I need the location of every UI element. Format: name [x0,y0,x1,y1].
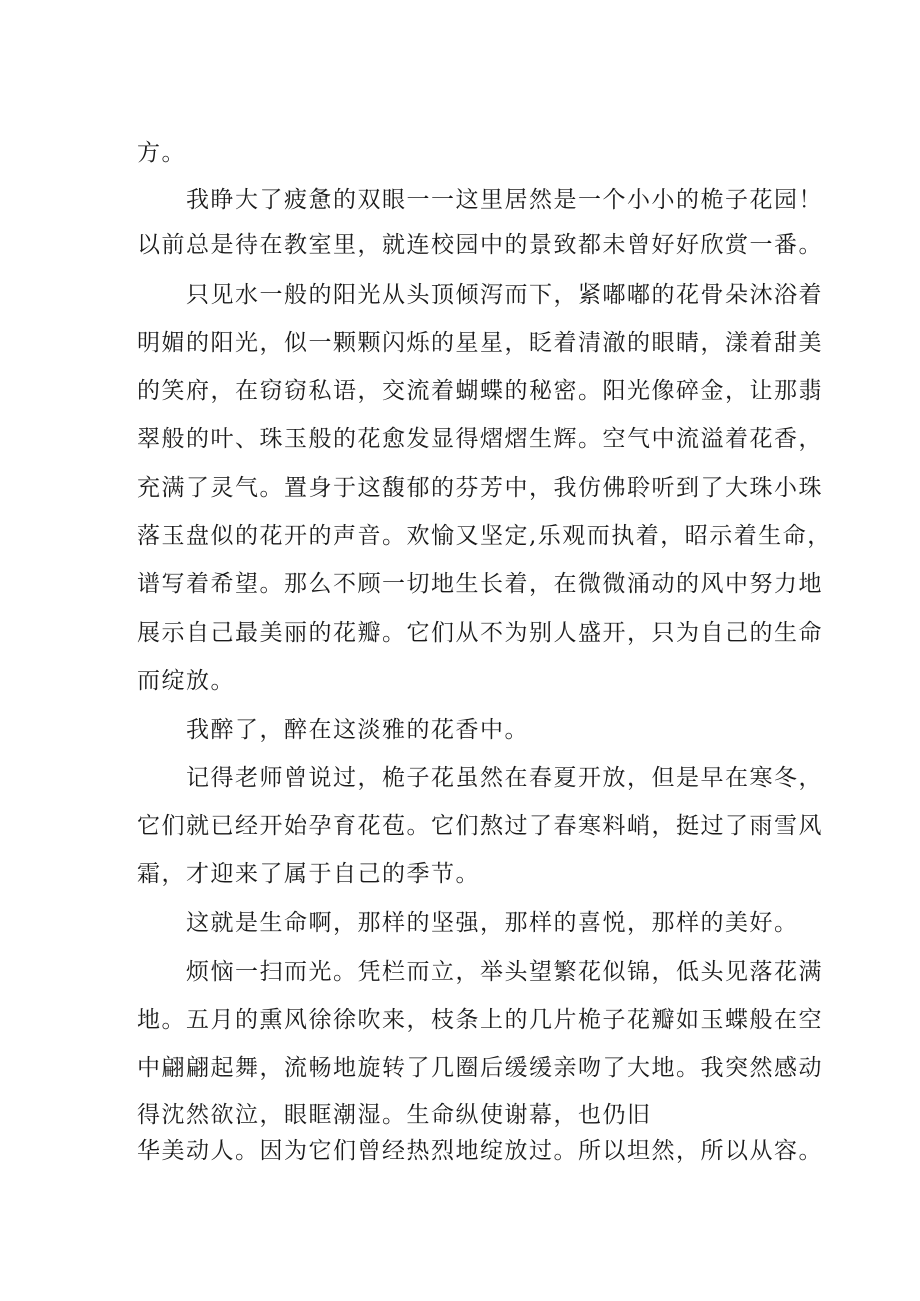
text-line: 得沈然欲泣，眼眶潮湿。生命纵使谢幕，也仍旧 [137,1102,652,1128]
text-line: 充满了灵气。置身于这馥郁的芬芳中，我仿佛聆听到了大珠小珠 [137,475,823,501]
text-line: 只见水一般的阳光从头顶倾泻而下，紧嘟嘟的花骨朵沐浴着 [186,282,823,308]
text-line: 谱写着希望。那么不顾一切地生长着，在微微涌动的风中努力地 [137,571,823,597]
text-line: 我醉了，醉在这淡雅的花香中。 [186,717,529,743]
text-line: 我睁大了疲惫的双眼一一这里居然是一个小小的桅子花园！ [186,187,823,213]
text-line: 华美动人。因为它们曾经热烈地绽放过。所以坦然，所以从容。 [137,1138,823,1164]
text-line: 方。 [137,140,186,166]
text-line: 这就是生命啊，那样的坚强，那样的喜悦，那样的美好。 [186,910,799,936]
text-line: 翠般的叶、珠玉般的花愈发显得熠熠生辉。空气中流溢着花香， [137,426,823,452]
text-line: 落玉盘似的花开的声音。欢愉又坚定,乐观而执着，昭示着生命， [137,523,832,549]
text-line: 以前总是待在教室里，就连校园中的景致都未曾好好欣赏一番。 [137,232,823,258]
text-line: 展示自己最美丽的花瓣。它们从不为别人盛开，只为自己的生命 [137,620,823,646]
text-line: 的笑府，在窃窃私语，交流着蝴蝶的秘密。阳光像碎金，让那翡 [137,378,823,404]
text-line: 中翩翩起舞，流畅地旋转了几圈后缓缓亲吻了大地。我突然感动 [137,1055,823,1081]
text-line: 地。五月的熏风徐徐吹来，枝条上的几片桅子花瓣如玉蝶般在空 [137,1007,823,1033]
text-line: 记得老师曾说过，桅子花虽然在春夏开放，但是早在寒冬， [186,765,823,791]
text-line: 它们就已经开始孕育花苞。它们熬过了春寒料峭，挺过了雨雪风 [137,813,823,839]
text-line: 霜，才迎来了属于自己的季节。 [137,861,480,887]
text-line: 烦恼一扫而光。凭栏而立，举头望繁花似锦，低头见落花满 [186,959,823,985]
text-line: 明媚的阳光，似一颗颗闪烁的星星，眨着清澈的眼睛，漾着甜美 [137,330,823,356]
text-line: 而绽放。 [137,668,235,694]
